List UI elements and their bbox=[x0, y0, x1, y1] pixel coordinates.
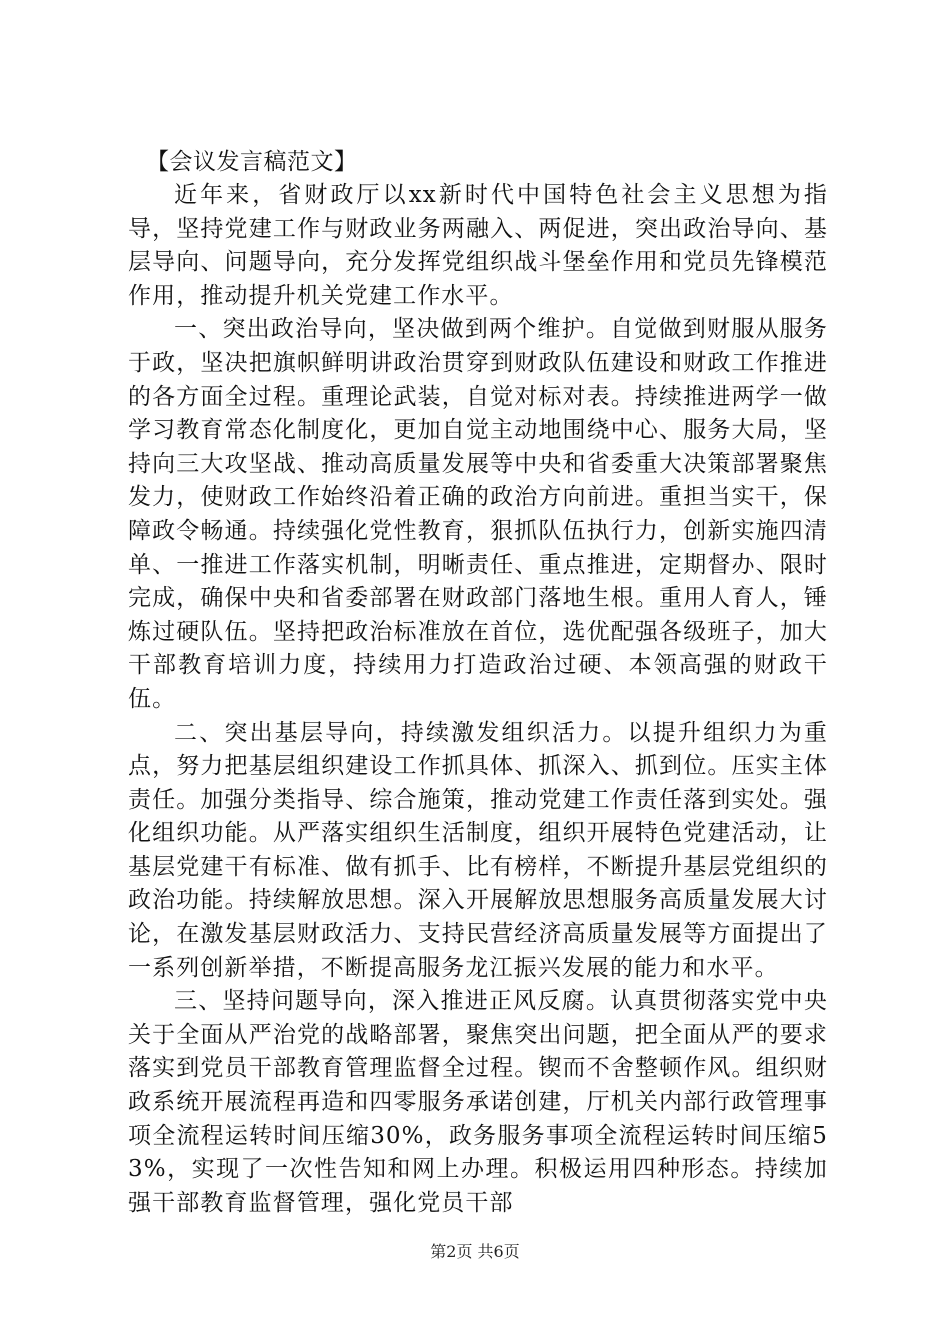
paragraph-section-one: 一、突出政治导向，坚决做到两个维护。自觉做到财服从服务于政，坚决把旗帜鲜明讲政治贯穿到财政队伍建设和财政工作推进的各方面全过程。重理论武装，自觉对标对表。持续推进两学一做学习教育常态化制度化，更加自觉主动地围绕中心、服务大局，坚持向三大攻坚战、推动高质量发展等中央和省委重大决策部署聚焦发力，使财政工作始终沿着正确的政治方向前进。重担当实干，保障政令畅通。持续强化党性教育，狠抓队伍执行力，创新实施四清单、一推进工作落实机制，明晰责任、重点推进，定期督办、限时完成，确保中央和省委部署在财政部门落地生根。重用人育人，锤炼过硬队伍。坚持把政治标准放在首位，选优配强各级班子，加大干部教育培训力度，持续用力打造政治过硬、本领高强的财政干伍。 bbox=[128, 316, 828, 712]
document-title: 【会议发言稿范文】 bbox=[146, 149, 358, 175]
paragraph-intro: 近年来，省财政厅以xx新时代中国特色社会主义思想为指导，坚持党建工作与财政业务两融入、两促进，突出政治导向、基层导向、问题导向，充分发挥党组织战斗堡垒作用和党员先锋模范作用，推动提升机关党建工作水平。 bbox=[128, 182, 828, 309]
paragraph-section-two: 二、突出基层导向，持续激发组织活力。以提升组织力为重点，努力把基层组织建设工作抓具体、抓深入、抓到位。压实主体责任。加强分类指导、综合施策，推动党建工作责任落到实处。强化组织功能。从严落实组织生活制度，组织开展特色党建活动，让基层党建干有标准、做有抓手、比有榜样，不断提升基层党组织的政治功能。持续解放思想。深入开展解放思想服务高质量发展大讨论，在激发基层财政活力、支持民营经济高质量发展等方面提出了一系列创新举措，不断提高服务龙江振兴发展的能力和水平。 bbox=[128, 719, 828, 981]
paragraph-section-three: 三、坚持问题导向，深入推进正风反腐。认真贯彻落实党中央关于全面从严治党的战略部署，聚焦突出问题，把全面从严的要求落实到党员干部教育管理监督全过程。锲而不舍整顿作风。组织财政系统开展流程再造和四零服务承诺创建，厅机关内部行政管理事项全流程运转时间压缩30%，政务服务事项全流程运转时间压缩53%，实现了一次性告知和网上办理。积极运用四种形态。持续加强干部教育监督管理，强化党员干部 bbox=[128, 988, 828, 1216]
document-body bbox=[128, 146, 828, 1220]
page-number-footer: 第2页 共6页 bbox=[430, 1242, 520, 1261]
